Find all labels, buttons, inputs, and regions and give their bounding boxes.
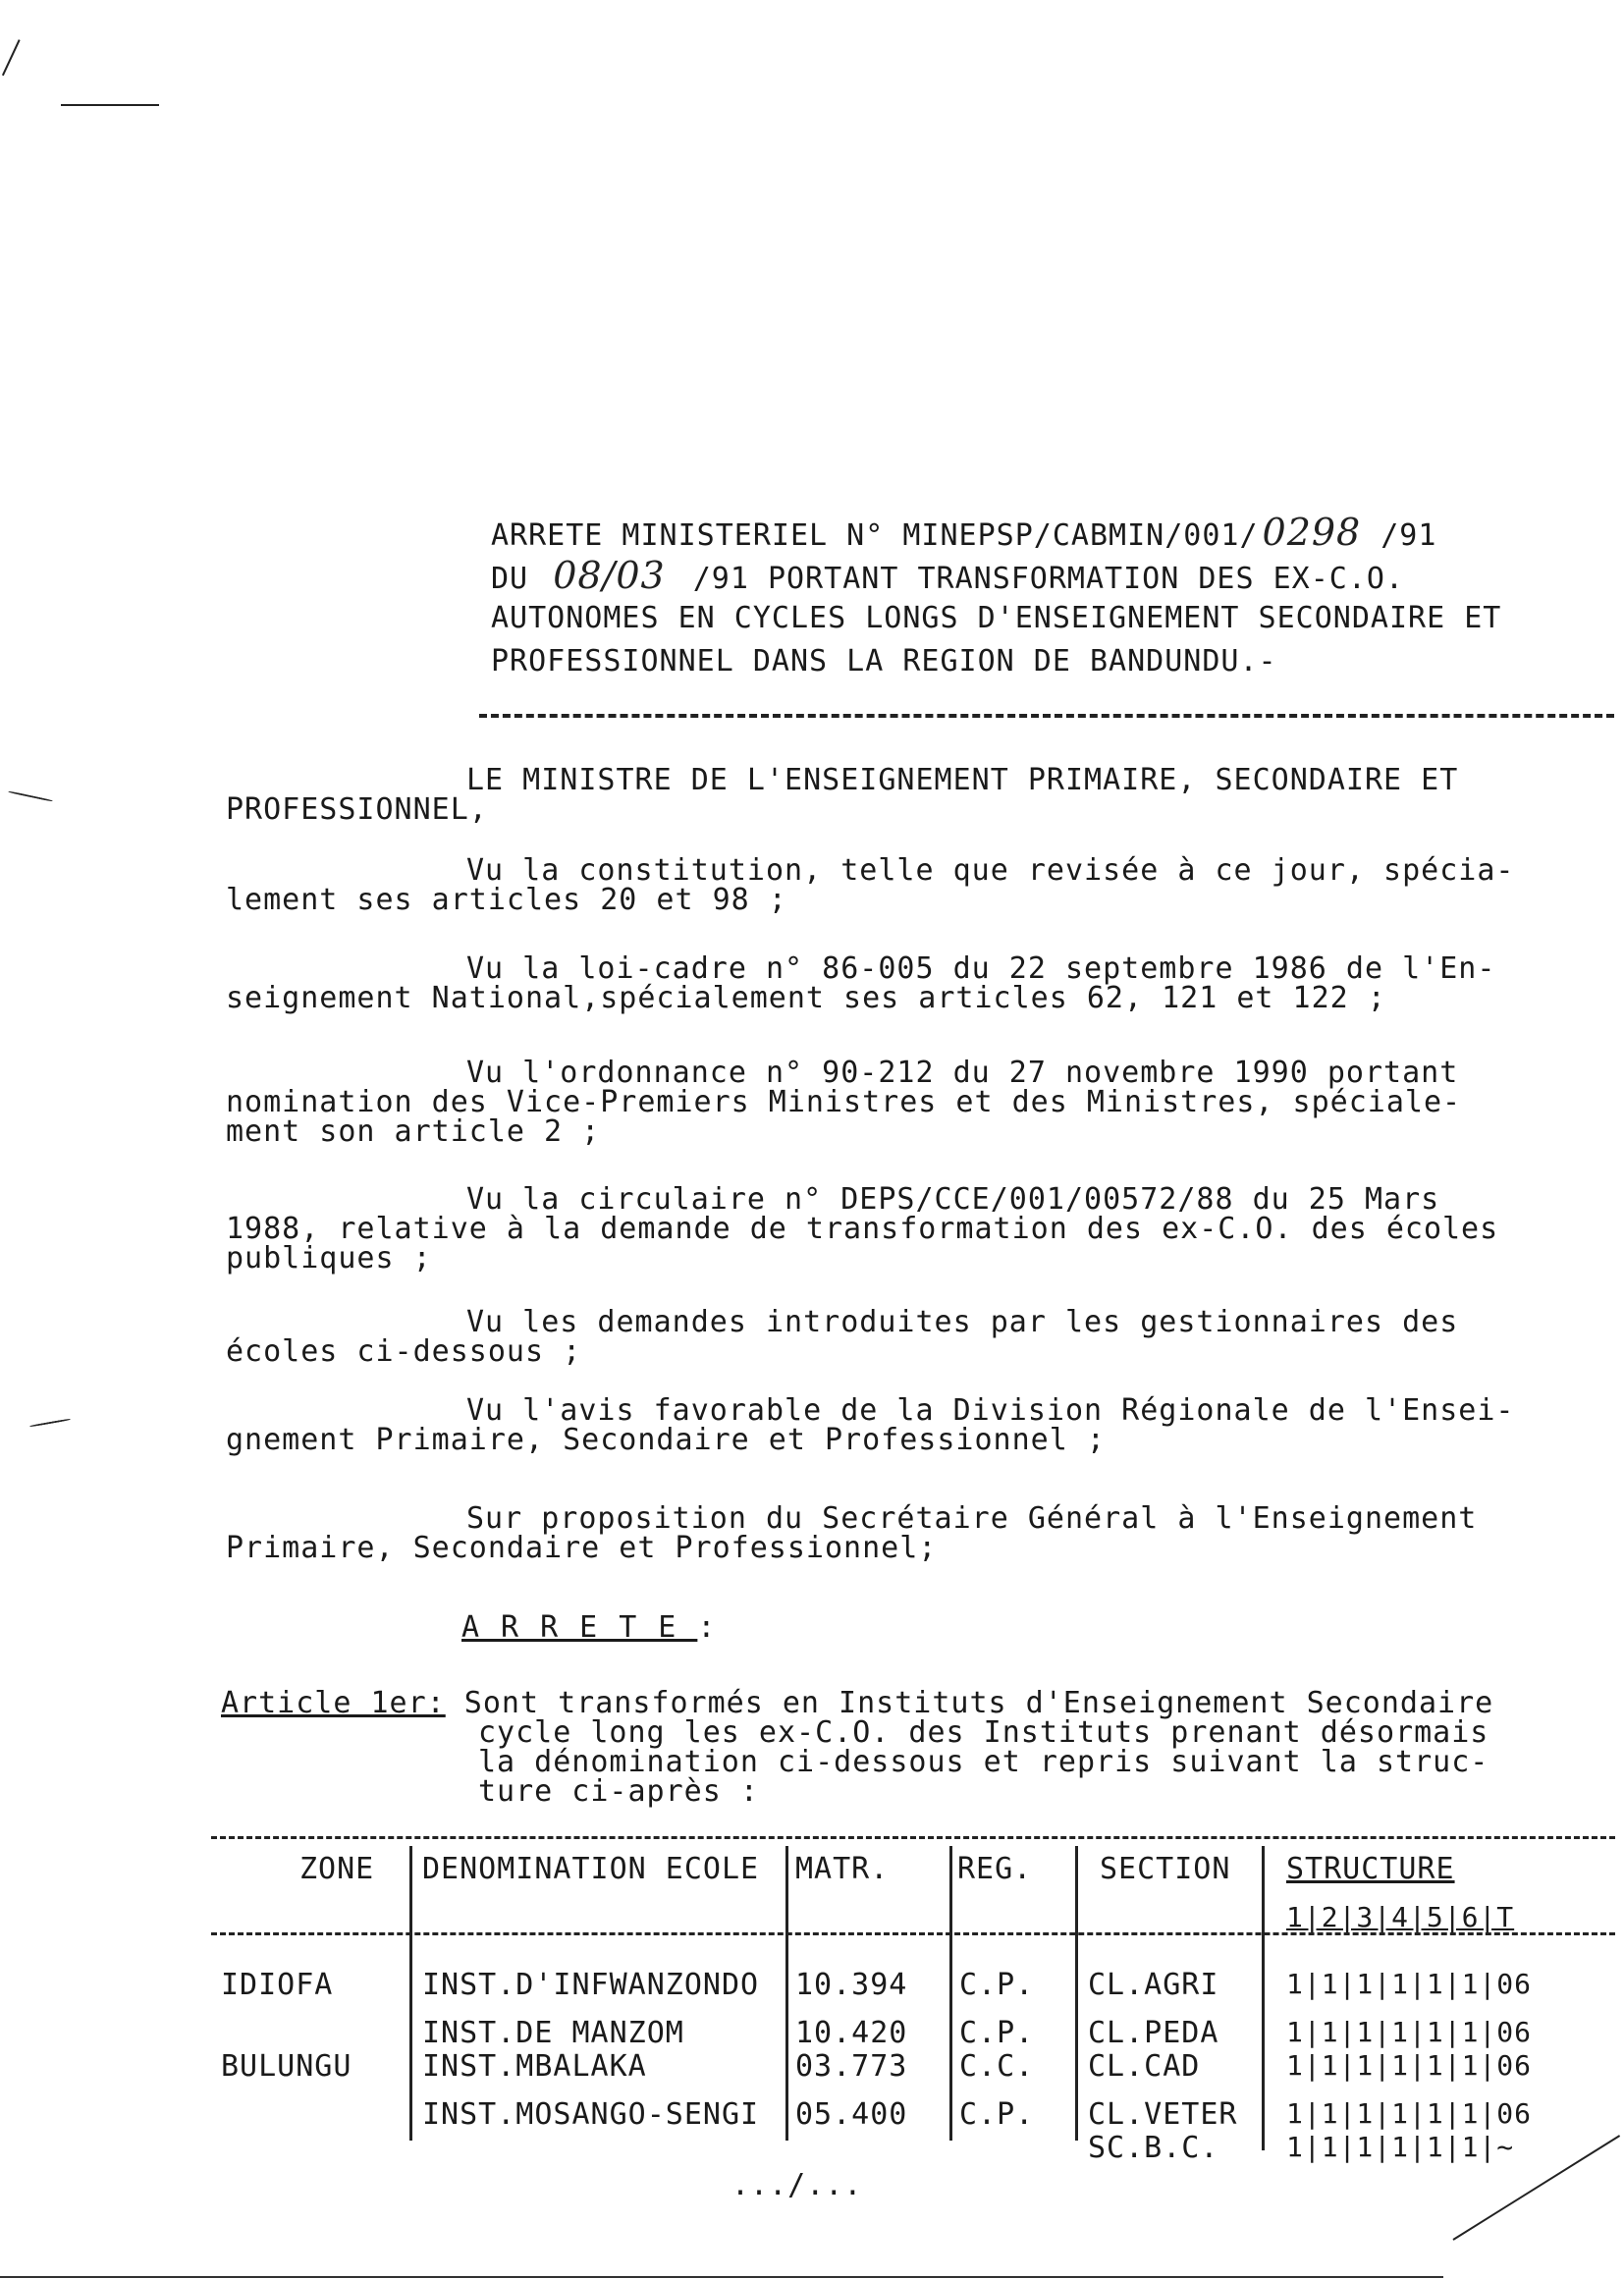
- cell-section: SC.B.C.: [1088, 2131, 1219, 2165]
- minister-heading: LE MINISTRE DE L'ENSEIGNEMENT PRIMAIRE, SECONDAIRE ET PROFESSIONNEL,: [226, 763, 1459, 827]
- column-separator: [949, 1846, 952, 2141]
- margin-mark: [61, 104, 159, 106]
- cell-reg: C.P.: [959, 1968, 1035, 2002]
- arrete-heading: ARRETE: [461, 1610, 698, 1645]
- column-separator: [1262, 1846, 1265, 2150]
- handwritten-date: 08/03: [553, 554, 666, 597]
- vu-circulaire: Vu la circulaire n° DEPS/CCE/001/00572/88 du 25 Mars 1988, relative à la demande de transformation des ex-C.O. des écoles publiques ;: [226, 1182, 1499, 1275]
- arrete-heading-wrap: ARRETE:: [461, 1610, 717, 1645]
- header-zone: ZONE: [299, 1852, 375, 1886]
- margin-mark: [8, 790, 52, 802]
- cell-structure: 1|1|1|1|1|1|06: [1286, 2016, 1533, 2048]
- column-separator: [785, 1846, 788, 2141]
- margin-mark: [29, 1418, 71, 1427]
- article-1: Article 1er: Sont transformés en Instituts d'Enseignement Secondaire cycle long les ex-C.O. des Instituts prenant désormais la dénomination ci-dessous et repris suivant la struc- ture ci-après :: [221, 1686, 1494, 1809]
- table-top-rule: [211, 1836, 1615, 1839]
- title-line-3: AUTONOMES EN CYCLES LONGS D'ENSEIGNEMENT SECONDAIRE ET: [491, 601, 1502, 635]
- cell-reg: C.P.: [959, 2097, 1035, 2132]
- cell-denomination: INST.MOSANGO-SENGI: [422, 2097, 760, 2132]
- cell-matr: 05.400: [795, 2097, 908, 2132]
- decree-title: [491, 511, 1610, 683]
- header-bottom-rule: [211, 1932, 1615, 1935]
- header-matr: MATR.: [795, 1852, 890, 1886]
- cell-section: CL.AGRI: [1088, 1968, 1219, 2002]
- vu-avis: Vu l'avis favorable de la Division Régionale de l'Ensei- gnement Primaire, Secondaire et Professionnel ;: [226, 1393, 1515, 1457]
- title-line-1: ARRETE MINISTERIEL N° MINEPSP/CABMIN/001/ 0298 /91: [491, 511, 1437, 554]
- cell-zone: BULUNGU: [221, 2049, 352, 2084]
- cell-reg: C.P.: [959, 2016, 1035, 2050]
- vu-ordonnance: Vu l'ordonnance n° 90-212 du 27 novembre 1990 portant nomination des Vice-Premiers Ministres et des Ministres, spéciale- ment son article 2 ;: [226, 1056, 1462, 1149]
- header-structure: STRUCTURE: [1286, 1852, 1455, 1886]
- header-reg: REG.: [957, 1852, 1033, 1886]
- cell-reg: C.C.: [959, 2049, 1035, 2084]
- cell-section: CL.CAD: [1088, 2049, 1201, 2084]
- page-continuation: .../...: [731, 2168, 863, 2202]
- title-line-2: DU 08/03 /91 PORTANT TRANSFORMATION DES EX-C.O.: [491, 554, 1405, 597]
- header-section: SECTION: [1100, 1852, 1231, 1886]
- sur-proposition: Sur proposition du Secrétaire Général à l'Enseignement Primaire, Secondaire et Professionnel;: [226, 1501, 1478, 1565]
- page-edge-line: [0, 2276, 1443, 2278]
- handwritten-number: 0298: [1262, 511, 1362, 554]
- cell-denomination: INST.D'INFWANZONDO: [422, 1968, 760, 2002]
- cell-structure: 1|1|1|1|1|1|06: [1286, 1968, 1533, 2000]
- title-line-4: PROFESSIONNEL DANS LA REGION DE BANDUNDU.-: [491, 644, 1277, 678]
- column-separator: [1075, 1846, 1078, 2141]
- cell-matr: 03.773: [795, 2049, 908, 2084]
- cell-structure: 1|1|1|1|1|1|06: [1286, 2049, 1533, 2082]
- vu-demandes: Vu les demandes introduites par les gestionnaires des écoles ci-dessous ;: [226, 1305, 1459, 1369]
- margin-mark: [2, 39, 26, 79]
- cell-denomination: INST.MBALAKA: [422, 2049, 647, 2084]
- title-separator: [479, 714, 1614, 718]
- header-structure-grid: 1|2|3|4|5|6|T: [1286, 1901, 1515, 1933]
- cell-structure: 1|1|1|1|1|1|~: [1286, 2131, 1515, 2163]
- cell-section: CL.PEDA: [1088, 2016, 1219, 2050]
- cell-matr: 10.420: [795, 2016, 908, 2050]
- cell-structure: 1|1|1|1|1|1|06: [1286, 2097, 1533, 2130]
- header-denomination: DENOMINATION ECOLE: [422, 1852, 760, 1886]
- cell-matr: 10.394: [795, 1968, 908, 2002]
- cell-denomination: INST.DE MANZOM: [422, 2016, 684, 2050]
- article-label: Article 1er:: [221, 1686, 446, 1720]
- cell-zone: IDIOFA: [221, 1968, 334, 2002]
- vu-loi-cadre: Vu la loi-cadre n° 86-005 du 22 septembre 1986 de l'En- seignement National,spécialement ses articles 62, 121 et 122 ;: [226, 951, 1496, 1015]
- cell-section: CL.VETER: [1088, 2097, 1238, 2132]
- column-separator: [409, 1846, 412, 2141]
- vu-constitution: Vu la constitution, telle que revisée à ce jour, spécia- lement ses articles 20 et 98 ;: [226, 853, 1515, 917]
